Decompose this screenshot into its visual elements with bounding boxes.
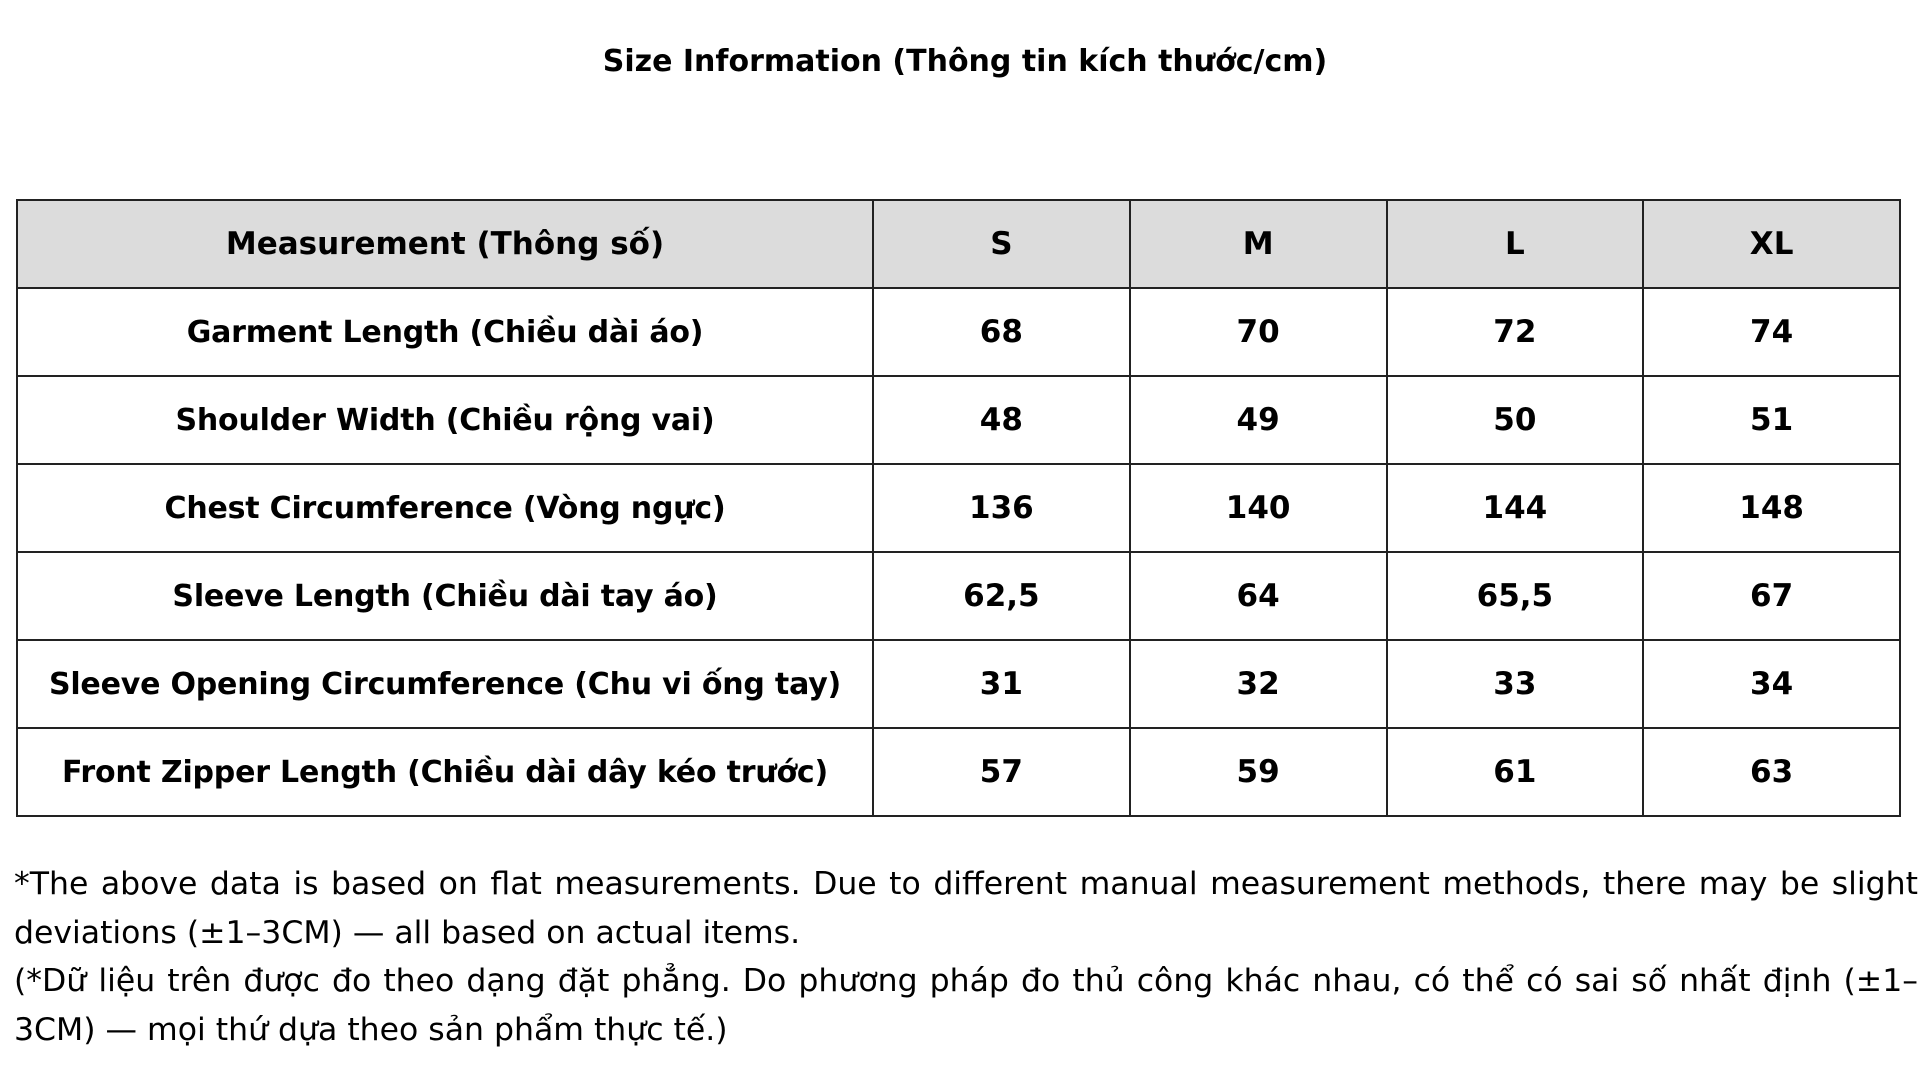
row-label-sleeve-length: Sleeve Length (Chiều dài tay áo) — [17, 552, 873, 640]
table-row — [17, 376, 1900, 464]
cell-value: 57 — [873, 728, 1130, 816]
cell-value: 67 — [1643, 552, 1900, 640]
cell-value: 140 — [1130, 464, 1387, 552]
page-title: Size Information (Thông tin kích thước/cm) — [602, 44, 1328, 79]
header-measurement: Measurement (Thông số) — [17, 200, 873, 288]
cell-value: 72 — [1387, 288, 1644, 376]
cell-value: 70 — [1130, 288, 1387, 376]
table-header-row — [17, 200, 1900, 288]
cell-value: 144 — [1387, 464, 1644, 552]
cell-value: 62,5 — [873, 552, 1130, 640]
row-label-garment-length: Garment Length (Chiều dài áo) — [17, 288, 873, 376]
row-label-chest-circumference: Chest Circumference (Vòng ngực) — [17, 464, 873, 552]
cell-value: 148 — [1643, 464, 1900, 552]
cell-value: 34 — [1643, 640, 1900, 728]
footnote — [14, 860, 1918, 1054]
header-size-xl: XL — [1643, 200, 1900, 288]
header-size-s: S — [873, 200, 1130, 288]
cell-value: 59 — [1130, 728, 1387, 816]
cell-value: 136 — [873, 464, 1130, 552]
cell-value: 61 — [1387, 728, 1644, 816]
table-row — [17, 640, 1900, 728]
footnote-vietnamese: (*Dữ liệu trên được đo theo dạng đặt phẳng. Do phương pháp đo thủ công khác nhau, có thể có sai số nhất định (±1–3CM) — mọi thứ dựa theo sản phẩm thực tế.) — [14, 963, 1918, 1048]
cell-value: 68 — [873, 288, 1130, 376]
cell-value: 51 — [1643, 376, 1900, 464]
cell-value: 65,5 — [1387, 552, 1644, 640]
footnote-english: *The above data is based on flat measurements. Due to different manual measurement methods, there may be slight deviations (±1–3CM) — all based on actual items. — [14, 866, 1918, 951]
header-size-m: M — [1130, 200, 1387, 288]
table-row — [17, 288, 1900, 376]
cell-value: 64 — [1130, 552, 1387, 640]
cell-value: 31 — [873, 640, 1130, 728]
table-row — [17, 464, 1900, 552]
row-label-sleeve-opening: Sleeve Opening Circumference (Chu vi ống tay) — [17, 640, 873, 728]
table-row — [17, 728, 1900, 816]
header-size-l: L — [1387, 200, 1644, 288]
cell-value: 48 — [873, 376, 1130, 464]
cell-value: 50 — [1387, 376, 1644, 464]
row-label-shoulder-width: Shoulder Width (Chiều rộng vai) — [17, 376, 873, 464]
cell-value: 33 — [1387, 640, 1644, 728]
cell-value: 74 — [1643, 288, 1900, 376]
cell-value: 32 — [1130, 640, 1387, 728]
size-table — [16, 199, 1901, 817]
cell-value: 63 — [1643, 728, 1900, 816]
table-row — [17, 552, 1900, 640]
row-label-front-zipper-length: Front Zipper Length (Chiều dài dây kéo trước) — [17, 728, 873, 816]
cell-value: 49 — [1130, 376, 1387, 464]
